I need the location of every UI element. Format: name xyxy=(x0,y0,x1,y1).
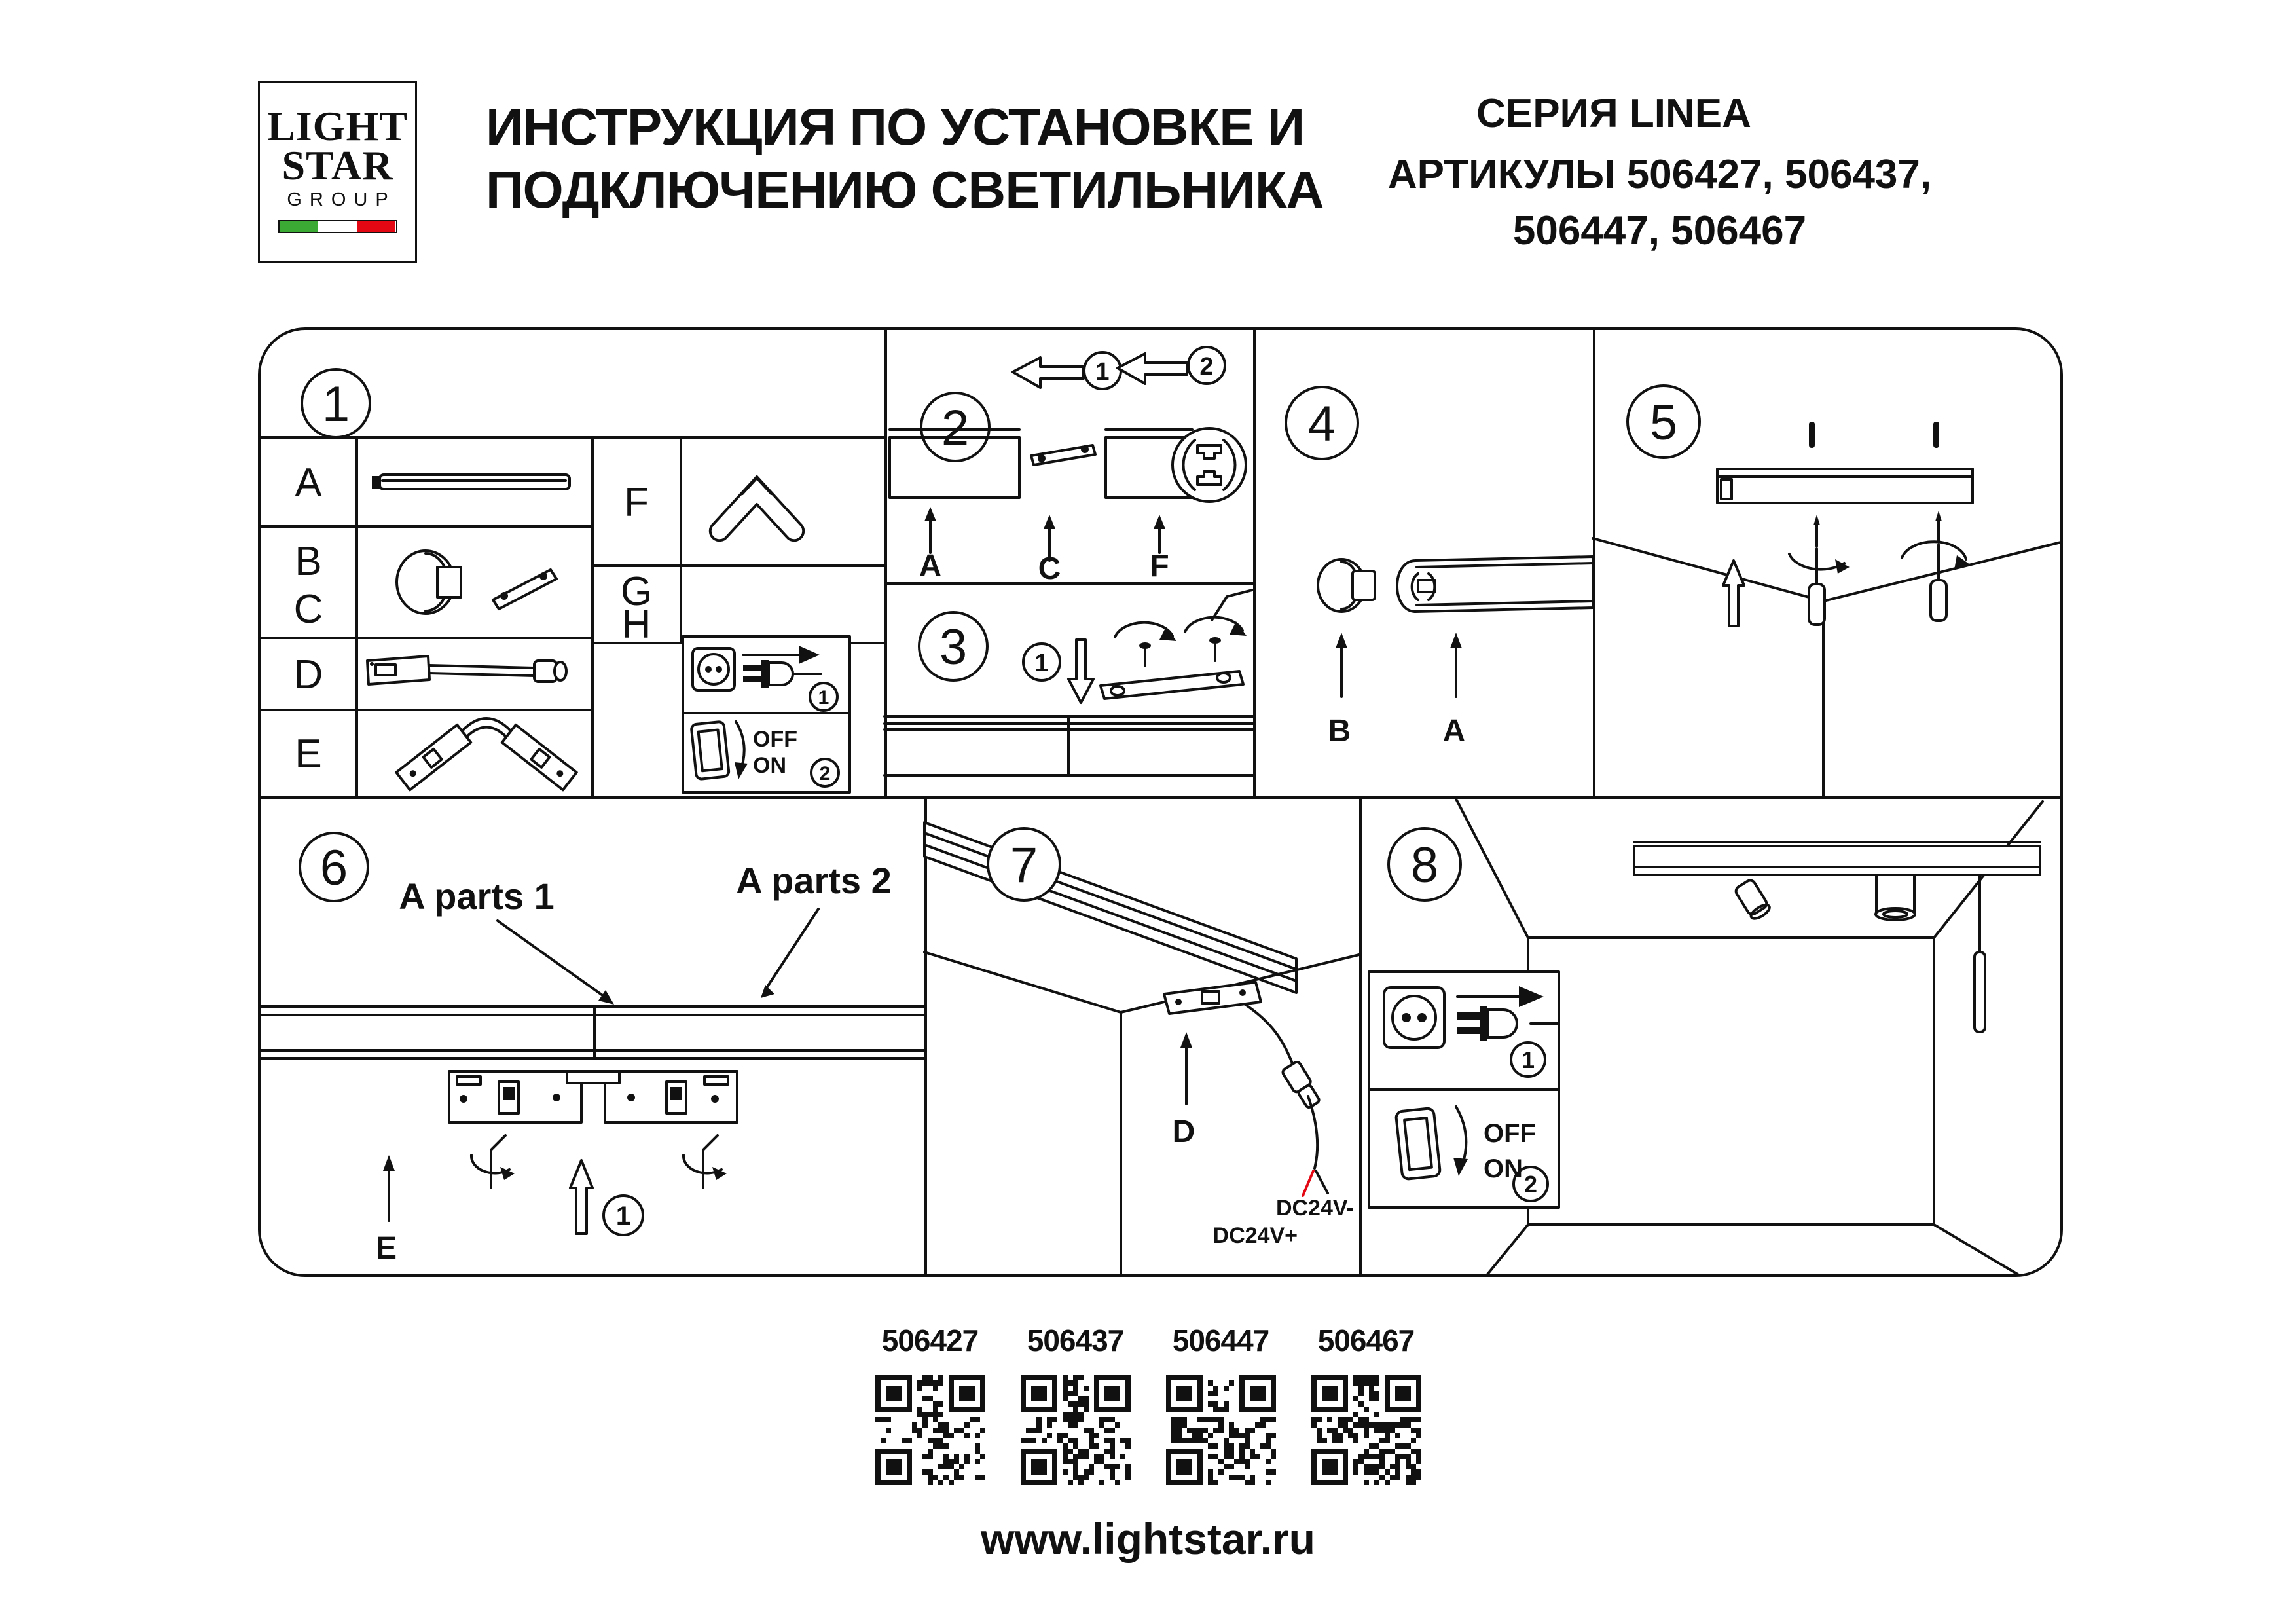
qr-item xyxy=(1166,1323,1276,1488)
inset-step-1: 1 xyxy=(818,687,829,709)
power-steps-inset xyxy=(683,637,850,792)
label-a-parts-2: A parts 2 xyxy=(736,860,892,901)
series-title: СЕРИЯ LINEA xyxy=(1476,91,1751,136)
panel-6-track-connection xyxy=(261,796,924,1274)
articles-line2: 506447, 506467 xyxy=(1512,208,1807,253)
step-2: 2 xyxy=(1199,353,1214,380)
dowel-icon xyxy=(1809,422,1815,448)
panel-3-connector-fixing xyxy=(884,582,1253,796)
screwdriver-icon xyxy=(1789,515,1850,625)
step-1: 1 xyxy=(615,1202,631,1230)
allen-key-icon xyxy=(1212,590,1252,620)
panel-2-track-joining xyxy=(884,330,1253,586)
step-1: 1 xyxy=(1095,358,1110,386)
panel-number: 8 xyxy=(1410,838,1439,893)
track-a-profile-drawing xyxy=(1397,557,1593,612)
row-label-a: A xyxy=(295,460,322,506)
joined-track-drawing xyxy=(261,1006,924,1058)
pendant-light-icon xyxy=(1975,875,1985,1032)
inset-on-label: ON xyxy=(1484,1154,1523,1183)
end-cap-b-drawing xyxy=(1318,559,1375,612)
label-e: E xyxy=(375,1231,397,1266)
direction-arrow-icon xyxy=(1013,358,1084,388)
spot-light-icon xyxy=(1734,878,1772,921)
direction-arrow-icon xyxy=(1118,354,1187,384)
part-d-power-connector-drawing xyxy=(367,656,566,684)
logo-word-light: LIGHT xyxy=(267,103,408,149)
allen-key-icon xyxy=(683,1135,727,1188)
up-arrow-icon xyxy=(570,1160,592,1234)
screwdriver-icon xyxy=(1902,511,1970,621)
part-a-track-drawing xyxy=(372,475,570,489)
part-f-corner-track-drawing xyxy=(710,477,803,540)
slanted-track-drawing xyxy=(924,822,1296,993)
article-code: 506447 xyxy=(1172,1323,1269,1357)
flag-green-stripe xyxy=(280,221,318,232)
black-wire xyxy=(1316,1171,1328,1193)
joined-track-drawing xyxy=(884,716,1253,775)
inset-step-1: 1 xyxy=(1521,1046,1535,1073)
panel-number: 5 xyxy=(1649,395,1678,451)
label-dc24v-minus: DC24V- xyxy=(1275,1196,1354,1221)
italy-flag-icon xyxy=(278,220,397,233)
flag-white-stripe xyxy=(318,221,357,232)
row-label-c: C xyxy=(293,587,323,632)
qr-item xyxy=(1021,1323,1131,1488)
inset-step-2: 2 xyxy=(1523,1171,1538,1198)
ceiling-corner-lines xyxy=(1593,538,2061,796)
flag-red-stripe xyxy=(357,221,395,232)
connector-d-drawing xyxy=(1164,982,1261,1014)
panel-number: 4 xyxy=(1307,396,1336,452)
page-title-line2: ПОДКЛЮЧЕНИЮ СВЕТИЛЬНИКА xyxy=(486,160,1324,219)
qr-code-image xyxy=(875,1375,985,1485)
power-steps-inset xyxy=(1369,972,1559,1208)
inset-off-label: OFF xyxy=(753,727,797,752)
row-label-e: E xyxy=(295,731,322,777)
track-f-drawing xyxy=(1106,428,1246,502)
panel-number: 7 xyxy=(1010,838,1038,893)
allen-key-icon xyxy=(471,1135,515,1188)
page-title-line1: ИНСТРУКЦИЯ ПО УСТАНОВКЕ И xyxy=(486,98,1305,156)
qr-code-image xyxy=(1166,1375,1276,1485)
part-e-corner-connector-drawing xyxy=(396,718,576,790)
panel-8-finished-room xyxy=(1359,796,2061,1274)
diagram-board xyxy=(258,327,2063,1277)
qr-code-image xyxy=(1021,1375,1131,1485)
label-arrow xyxy=(766,909,818,989)
label-c: C xyxy=(1038,551,1061,586)
qr-item xyxy=(875,1323,985,1488)
label-b: B xyxy=(1328,714,1351,748)
connector-plate-drawing xyxy=(1101,671,1243,699)
row-label-d: D xyxy=(293,652,323,697)
row-label-b: B xyxy=(295,539,322,584)
label-dc24v-plus: DC24V+ xyxy=(1212,1223,1298,1248)
red-wire xyxy=(1303,1171,1313,1196)
step-1: 1 xyxy=(1034,650,1049,677)
screw-rotation-icons xyxy=(1115,618,1247,666)
label-a-parts-1: A parts 1 xyxy=(399,876,555,917)
connector-c-drawing xyxy=(1031,445,1095,465)
inset-on-label: ON xyxy=(753,753,786,778)
article-code: 506467 xyxy=(1317,1323,1415,1357)
label-f: F xyxy=(1150,549,1169,583)
article-code: 506427 xyxy=(881,1323,979,1357)
inset-off-label: OFF xyxy=(1484,1119,1536,1148)
label-a: A xyxy=(1442,714,1466,748)
panel-1-parts-table xyxy=(261,330,884,796)
logo-word-star: STAR xyxy=(282,142,393,189)
panel-number: 6 xyxy=(319,840,348,896)
cylinder-light-icon xyxy=(1876,875,1915,920)
label-d: D xyxy=(1172,1115,1195,1149)
part-b-c-drawing xyxy=(397,551,556,614)
lightstar-logo xyxy=(258,81,417,263)
panel-7-power-feed xyxy=(924,796,1359,1274)
website-url: www.lightstar.ru xyxy=(981,1515,1315,1563)
dowel-icon xyxy=(1933,422,1939,448)
power-cable-drawing xyxy=(1245,1005,1328,1196)
down-arrow-icon xyxy=(1068,640,1093,703)
panel-4-end-cap xyxy=(1253,330,1593,796)
articles-line1: АРТИКУЛЫ 506427, 506437, xyxy=(1387,152,1932,197)
label-a: A xyxy=(919,549,942,583)
inset-step-2: 2 xyxy=(819,763,831,784)
label-arrow xyxy=(498,921,606,998)
up-arrow-icon xyxy=(1723,561,1744,626)
qr-code-image xyxy=(1311,1375,1421,1485)
qr-list xyxy=(0,1323,2296,1488)
panel-5-ceiling-mount xyxy=(1593,330,2061,796)
article-code: 506437 xyxy=(1027,1323,1124,1357)
panel-number: 2 xyxy=(941,400,970,456)
panel-number: 1 xyxy=(321,377,350,432)
articles-title xyxy=(1336,147,1984,259)
row-label-h: H xyxy=(621,602,651,647)
logo-word-group: GROUP xyxy=(287,189,396,210)
qr-item xyxy=(1311,1323,1421,1488)
row-label-g: G xyxy=(620,569,653,614)
page-title xyxy=(486,96,1323,221)
connector-e-drawing xyxy=(449,1071,737,1122)
row-label-f: F xyxy=(624,480,649,525)
track-drawing xyxy=(1717,469,1973,503)
panel-number: 3 xyxy=(939,619,968,675)
